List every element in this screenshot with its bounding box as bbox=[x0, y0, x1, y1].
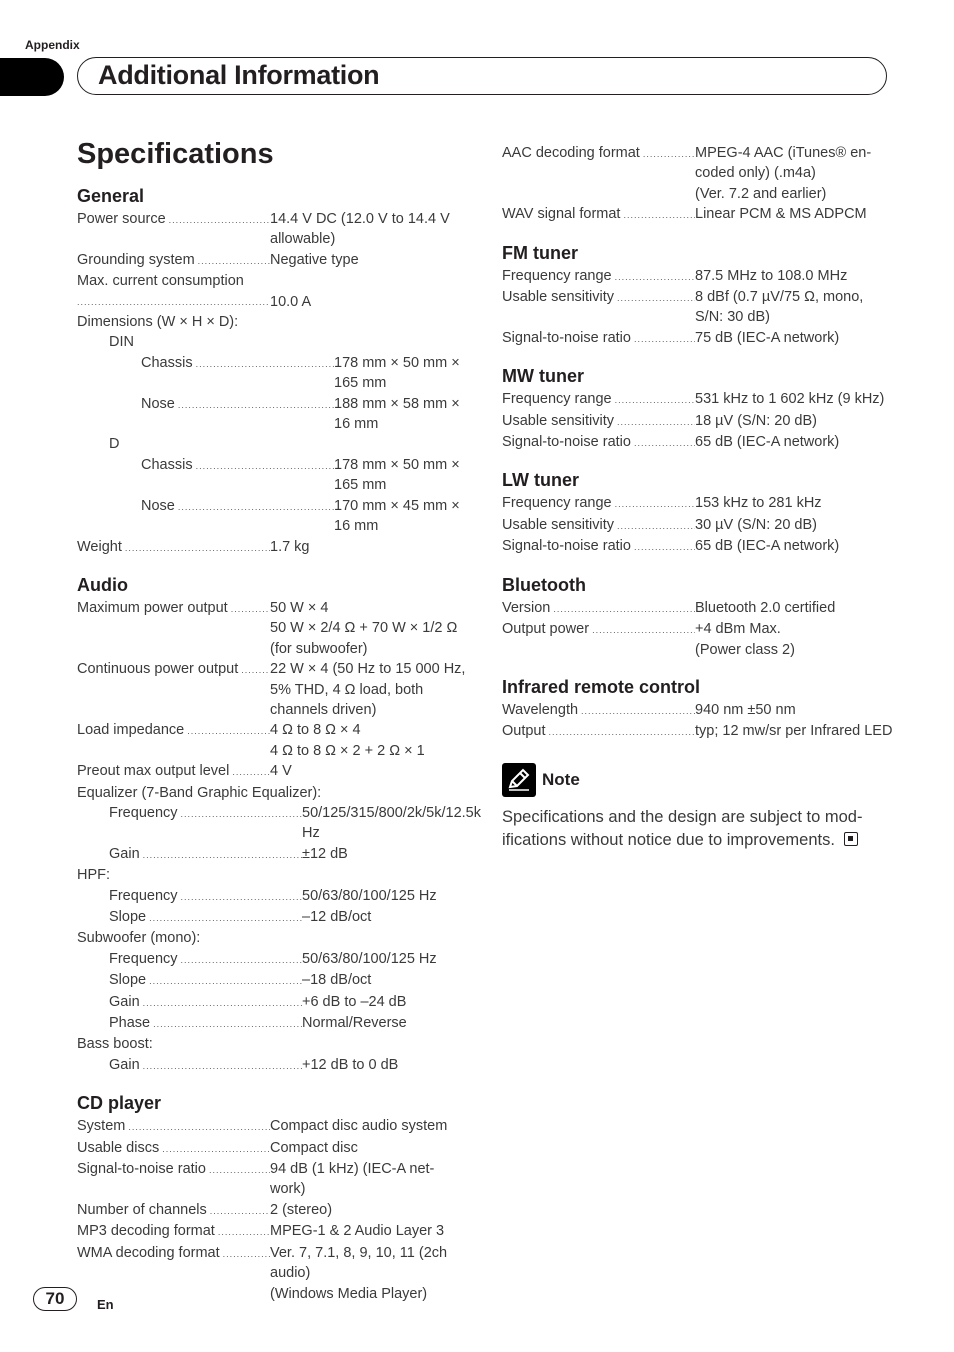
right-spec-list bbox=[502, 143, 894, 743]
spec-row bbox=[77, 1159, 469, 1200]
spec-label-text: AAC decoding format bbox=[502, 145, 640, 161]
spec-row bbox=[77, 1200, 469, 1221]
spec-label-text: Gain bbox=[109, 1056, 140, 1073]
spec-row bbox=[77, 1243, 469, 1304]
spec-label bbox=[502, 493, 695, 514]
spec-label bbox=[77, 455, 334, 496]
spec-value: +4 dBm Max. (Power class 2) bbox=[695, 621, 795, 658]
spec-value: 188 mm × 58 mm × 16 mm bbox=[334, 395, 460, 433]
spec-label bbox=[502, 598, 695, 619]
spec-label-text: Chassis bbox=[141, 354, 193, 371]
spec-value: 4 Ω to 8 Ω × 4 4 Ω to 8 Ω × 2 + 2 Ω × 1 bbox=[270, 722, 425, 759]
spec-label bbox=[77, 598, 270, 659]
spec-value: 940 nm ±50 nm bbox=[695, 701, 796, 718]
dot-leader bbox=[149, 908, 302, 928]
section-heading: FM tuner bbox=[502, 242, 578, 263]
spec-row bbox=[77, 1221, 469, 1242]
spec-label bbox=[77, 970, 302, 991]
spec-row bbox=[77, 886, 469, 907]
spec-value: 75 dB (IEC-A network) bbox=[695, 329, 840, 346]
spec-label bbox=[77, 1055, 302, 1076]
spec-row bbox=[502, 619, 894, 660]
page-title: Specifications bbox=[77, 138, 274, 170]
spec-row bbox=[502, 536, 894, 557]
spec-subheading: Max. current consumption bbox=[77, 273, 244, 290]
spec-label bbox=[77, 1116, 270, 1137]
spec-label-text: WAV signal format bbox=[502, 206, 621, 223]
section-heading: General bbox=[77, 186, 145, 206]
spec-value: 50/63/80/100/125 Hz bbox=[302, 950, 437, 967]
spec-label bbox=[77, 803, 302, 844]
dot-leader bbox=[623, 205, 695, 225]
dot-leader bbox=[615, 390, 695, 410]
right-column bbox=[502, 143, 894, 852]
spec-row bbox=[502, 515, 894, 536]
dot-leader bbox=[196, 456, 334, 476]
dot-leader bbox=[143, 993, 302, 1013]
spec-row bbox=[77, 659, 469, 720]
spec-label bbox=[502, 204, 695, 225]
dot-leader bbox=[615, 494, 695, 514]
spec-label bbox=[502, 328, 695, 349]
spec-label bbox=[77, 844, 302, 865]
spec-label bbox=[77, 1221, 270, 1242]
spec-section bbox=[77, 183, 469, 558]
spec-label bbox=[77, 537, 270, 558]
spec-row bbox=[502, 287, 894, 328]
spec-label bbox=[77, 292, 270, 312]
dot-leader bbox=[196, 354, 334, 374]
dot-leader bbox=[634, 537, 695, 557]
spec-label bbox=[77, 992, 302, 1013]
spec-row bbox=[77, 1138, 469, 1159]
spec-label-text: Wavelength bbox=[502, 701, 579, 718]
spec-label bbox=[77, 496, 334, 537]
spec-section bbox=[502, 240, 894, 350]
spec-label-text: Usable sensitivity bbox=[502, 412, 615, 429]
section-heading: MW tuner bbox=[502, 366, 584, 387]
spec-label bbox=[77, 394, 334, 435]
spec-value: 50/125/315/800/2k/5k/12.5k Hz bbox=[302, 804, 481, 842]
dot-leader bbox=[162, 1139, 270, 1159]
spec-row bbox=[502, 411, 894, 432]
spec-label bbox=[502, 266, 695, 287]
note-header bbox=[502, 763, 894, 797]
spec-row bbox=[502, 700, 894, 721]
spec-row bbox=[77, 803, 481, 844]
dot-leader bbox=[218, 1222, 270, 1242]
spec-value: 50 W × 4 50 W × 2/4 Ω + 70 W × 1/2 Ω (for subwoofer) bbox=[270, 599, 458, 657]
spec-label-text: Frequency range bbox=[502, 391, 612, 408]
spec-value: ±12 dB bbox=[302, 845, 348, 862]
spec-section bbox=[502, 363, 894, 453]
spec-label bbox=[77, 1138, 270, 1159]
spec-row bbox=[502, 721, 894, 742]
section-heading: CD player bbox=[77, 1093, 162, 1114]
spec-value: 30 µV (S/N: 20 dB) bbox=[695, 516, 817, 533]
spec-label-text: System bbox=[77, 1118, 126, 1135]
spec-row bbox=[77, 1055, 469, 1076]
section-heading: Audio bbox=[77, 574, 128, 595]
spec-label bbox=[502, 389, 695, 410]
dot-leader bbox=[178, 497, 334, 517]
spec-value: –18 dB/oct bbox=[302, 972, 372, 989]
spec-row bbox=[77, 394, 469, 435]
spec-value: 22 W × 4 (50 Hz to 15 000 Hz, 5% THD, 4 Ω load, both channels driven) bbox=[270, 661, 466, 718]
spec-section bbox=[502, 467, 894, 557]
spec-row bbox=[77, 537, 469, 558]
spec-row bbox=[77, 844, 469, 865]
spec-label-text: Preout max output level bbox=[77, 763, 230, 780]
spec-label-text: Power source bbox=[77, 211, 166, 227]
spec-row bbox=[502, 493, 894, 514]
spec-label bbox=[77, 886, 302, 907]
section-heading: LW tuner bbox=[502, 470, 579, 491]
note-pencil-icon bbox=[502, 763, 536, 797]
spec-label-text: Output bbox=[502, 723, 546, 740]
header-banner bbox=[77, 57, 887, 95]
spec-label bbox=[502, 721, 695, 742]
spec-value: typ; 12 mw/sr per Infrared LED bbox=[695, 723, 893, 740]
spec-section bbox=[502, 143, 894, 226]
spec-value: Compact disc bbox=[270, 1139, 358, 1156]
spec-row bbox=[77, 907, 469, 928]
spec-label bbox=[77, 1243, 270, 1304]
spec-label bbox=[502, 287, 695, 328]
dot-leader bbox=[617, 412, 695, 432]
spec-row bbox=[77, 209, 469, 250]
spec-value: 178 mm × 50 mm × 165 mm bbox=[334, 456, 460, 494]
spec-label bbox=[77, 1159, 270, 1200]
spec-value: Compact disc audio system bbox=[270, 1118, 448, 1135]
dot-leader bbox=[178, 395, 334, 415]
spec-value: 4 V bbox=[270, 763, 292, 780]
dot-leader bbox=[153, 1014, 302, 1034]
spec-label-text: Nose bbox=[141, 395, 175, 412]
spec-label bbox=[502, 143, 695, 204]
spec-value: MPEG-1 & 2 Audio Layer 3 bbox=[270, 1223, 445, 1240]
spec-value: 18 µV (S/N: 20 dB) bbox=[695, 412, 817, 429]
spec-row bbox=[77, 949, 469, 970]
spec-label-text: Phase bbox=[109, 1015, 151, 1032]
spec-row bbox=[77, 250, 469, 271]
spec-value: 10.0 A bbox=[270, 293, 312, 310]
spec-label-text: Grounding system bbox=[77, 251, 195, 268]
spec-value: Ver. 7, 7.1, 8, 9, 10, 11 (2ch audio) (Windows Media Player) bbox=[270, 1244, 448, 1302]
spec-subheading: HPF: bbox=[77, 867, 111, 884]
spec-row bbox=[77, 292, 469, 312]
spec-label-text: Gain bbox=[109, 845, 140, 862]
spec-section bbox=[77, 572, 481, 1076]
spec-value: 178 mm × 50 mm × 165 mm bbox=[334, 354, 460, 392]
dot-leader bbox=[77, 292, 270, 312]
spec-label-text: Output power bbox=[502, 621, 590, 638]
dot-leader bbox=[549, 722, 695, 742]
spec-value: 2 (stereo) bbox=[270, 1201, 333, 1218]
spec-label-text: Usable discs bbox=[77, 1139, 160, 1156]
dot-leader bbox=[634, 329, 695, 349]
spec-label-text: Frequency bbox=[109, 887, 178, 904]
dot-leader bbox=[125, 538, 270, 558]
spec-label bbox=[77, 209, 270, 250]
dot-leader bbox=[232, 762, 270, 782]
dot-leader bbox=[617, 288, 695, 308]
spec-label bbox=[77, 1200, 270, 1221]
spec-value: Linear PCM & MS ADPCM bbox=[695, 206, 867, 223]
dot-leader bbox=[553, 599, 695, 619]
dot-leader bbox=[143, 845, 302, 865]
spec-label bbox=[502, 515, 695, 536]
dot-leader bbox=[634, 433, 695, 453]
dot-leader bbox=[643, 144, 695, 164]
dot-leader bbox=[241, 660, 270, 680]
spec-row bbox=[502, 266, 894, 287]
spec-row bbox=[502, 143, 894, 204]
spec-value: +12 dB to 0 dB bbox=[302, 1056, 399, 1073]
dot-leader bbox=[128, 1117, 270, 1137]
spec-value: 1.7 kg bbox=[270, 538, 310, 555]
spec-row bbox=[502, 389, 894, 410]
spec-label bbox=[77, 250, 270, 271]
note-text bbox=[502, 806, 894, 852]
note-label: Note bbox=[542, 769, 580, 789]
spec-label bbox=[502, 536, 695, 557]
dot-leader bbox=[187, 721, 270, 741]
spec-label-text: Signal-to-noise ratio bbox=[502, 538, 631, 555]
spec-subheading: Equalizer (7-Band Graphic Equalizer): bbox=[77, 784, 322, 801]
spec-row bbox=[77, 970, 469, 991]
spec-row bbox=[77, 1013, 469, 1034]
spec-label bbox=[77, 659, 270, 720]
spec-label-text: Signal-to-noise ratio bbox=[77, 1161, 206, 1178]
spec-label-text: Frequency range bbox=[502, 495, 612, 512]
spec-label-text: Load impedance bbox=[77, 722, 185, 739]
spec-row bbox=[77, 761, 469, 782]
spec-value: 65 dB (IEC-A network) bbox=[695, 538, 840, 555]
note-body: Specifications and the design are subject to mod-ifications without notice due to improvements. bbox=[502, 807, 863, 849]
spec-value: 531 kHz to 1 602 kHz (9 kHz) bbox=[695, 391, 885, 408]
spec-label-text: Usable sensitivity bbox=[502, 289, 615, 306]
spec-row bbox=[77, 353, 469, 394]
spec-value: 8 dBf (0.7 µV/75 Ω, mono, S/N: 30 dB) bbox=[695, 289, 864, 326]
spec-label-text: Continuous power output bbox=[77, 661, 239, 678]
spec-label-text: Chassis bbox=[141, 456, 193, 473]
spec-label-text: Slope bbox=[109, 972, 147, 989]
spec-row bbox=[77, 720, 469, 761]
appendix-label: Appendix bbox=[25, 38, 80, 52]
spec-label bbox=[502, 700, 695, 721]
dot-leader bbox=[617, 516, 695, 536]
spec-label-text: Maximum power output bbox=[77, 599, 228, 616]
dot-leader bbox=[181, 804, 302, 824]
spec-label-text: Slope bbox=[109, 909, 147, 925]
section-tab-marker bbox=[0, 58, 64, 96]
section-heading: Infrared remote control bbox=[502, 676, 701, 697]
page-number: 70 bbox=[33, 1287, 77, 1311]
spec-row bbox=[77, 455, 469, 496]
spec-label-text: Weight bbox=[77, 538, 122, 555]
header-title: Additional Information bbox=[98, 60, 380, 90]
spec-label-text: Frequency bbox=[109, 804, 178, 821]
spec-label bbox=[77, 1013, 302, 1034]
spec-label-text: Version bbox=[502, 599, 551, 616]
spec-subheading: DIN bbox=[109, 334, 134, 351]
spec-value: Normal/Reverse bbox=[302, 1015, 407, 1032]
dot-leader bbox=[169, 210, 270, 230]
spec-label bbox=[77, 949, 302, 970]
spec-label bbox=[502, 619, 695, 660]
dot-leader bbox=[210, 1201, 270, 1221]
spec-label bbox=[77, 353, 334, 394]
dot-leader bbox=[181, 950, 302, 970]
spec-row bbox=[77, 1116, 469, 1137]
spec-label-text: Frequency bbox=[109, 950, 178, 967]
spec-row bbox=[502, 204, 894, 225]
spec-value: 50/63/80/100/125 Hz bbox=[302, 887, 437, 904]
dot-leader bbox=[149, 971, 302, 991]
spec-label-text: Nose bbox=[141, 497, 175, 514]
spec-label-text: Signal-to-noise ratio bbox=[502, 329, 631, 346]
spec-row bbox=[77, 992, 469, 1013]
spec-row bbox=[502, 598, 894, 619]
spec-label-text: WMA decoding format bbox=[77, 1244, 220, 1261]
dot-leader bbox=[592, 620, 695, 640]
spec-value: –12 dB/oct bbox=[302, 909, 372, 925]
spec-label bbox=[502, 411, 695, 432]
spec-label-text: MP3 decoding format bbox=[77, 1223, 215, 1240]
spec-value: 14.4 V DC (12.0 V to 14.4 V allowable) bbox=[270, 211, 450, 248]
end-mark-icon bbox=[844, 832, 858, 846]
spec-section bbox=[502, 572, 894, 660]
spec-value: 170 mm × 45 mm × 16 mm bbox=[334, 497, 460, 535]
spec-value: 65 dB (IEC-A network) bbox=[695, 434, 840, 451]
spec-subheading: Subwoofer (mono): bbox=[77, 930, 201, 947]
section-heading: Bluetooth bbox=[502, 574, 586, 595]
spec-label-text: Number of channels bbox=[77, 1201, 207, 1218]
spec-value: Negative type bbox=[270, 251, 359, 268]
dot-leader bbox=[581, 701, 695, 721]
spec-value: MPEG-4 AAC (iTunes® en-coded only) (.m4a) (Ver. 7.2 and earlier) bbox=[695, 145, 872, 202]
dot-leader bbox=[143, 1056, 302, 1076]
spec-label bbox=[77, 720, 270, 761]
spec-value: Bluetooth 2.0 certified bbox=[695, 599, 836, 616]
spec-value: 87.5 MHz to 108.0 MHz bbox=[695, 267, 848, 284]
spec-subheading: Dimensions (W × H × D): bbox=[77, 314, 239, 331]
spec-label bbox=[77, 761, 270, 782]
language-label: En bbox=[97, 1297, 114, 1312]
spec-row bbox=[77, 598, 469, 659]
spec-label-text: Gain bbox=[109, 993, 140, 1010]
spec-value: +6 dB to –24 dB bbox=[302, 993, 407, 1010]
spec-value: 94 dB (1 kHz) (IEC-A net-work) bbox=[270, 1161, 435, 1198]
spec-row bbox=[502, 328, 894, 349]
spec-section bbox=[502, 674, 894, 743]
spec-label-text: Frequency range bbox=[502, 267, 612, 284]
dot-leader bbox=[231, 599, 270, 619]
spec-section bbox=[77, 1090, 469, 1304]
spec-subheading: D bbox=[109, 436, 120, 453]
dot-leader bbox=[615, 267, 695, 287]
spec-label-text: Usable sensitivity bbox=[502, 516, 615, 533]
dot-leader bbox=[198, 251, 270, 271]
spec-subheading: Bass boost: bbox=[77, 1036, 153, 1053]
spec-value: 153 kHz to 281 kHz bbox=[695, 495, 822, 512]
spec-label bbox=[502, 432, 695, 453]
spec-label-text: Signal-to-noise ratio bbox=[502, 434, 631, 451]
spec-label bbox=[77, 907, 302, 928]
dot-leader bbox=[209, 1160, 270, 1180]
spec-row bbox=[502, 432, 894, 453]
dot-leader bbox=[181, 887, 302, 907]
left-column bbox=[77, 183, 481, 1318]
dot-leader bbox=[223, 1244, 270, 1264]
spec-row bbox=[77, 496, 469, 537]
